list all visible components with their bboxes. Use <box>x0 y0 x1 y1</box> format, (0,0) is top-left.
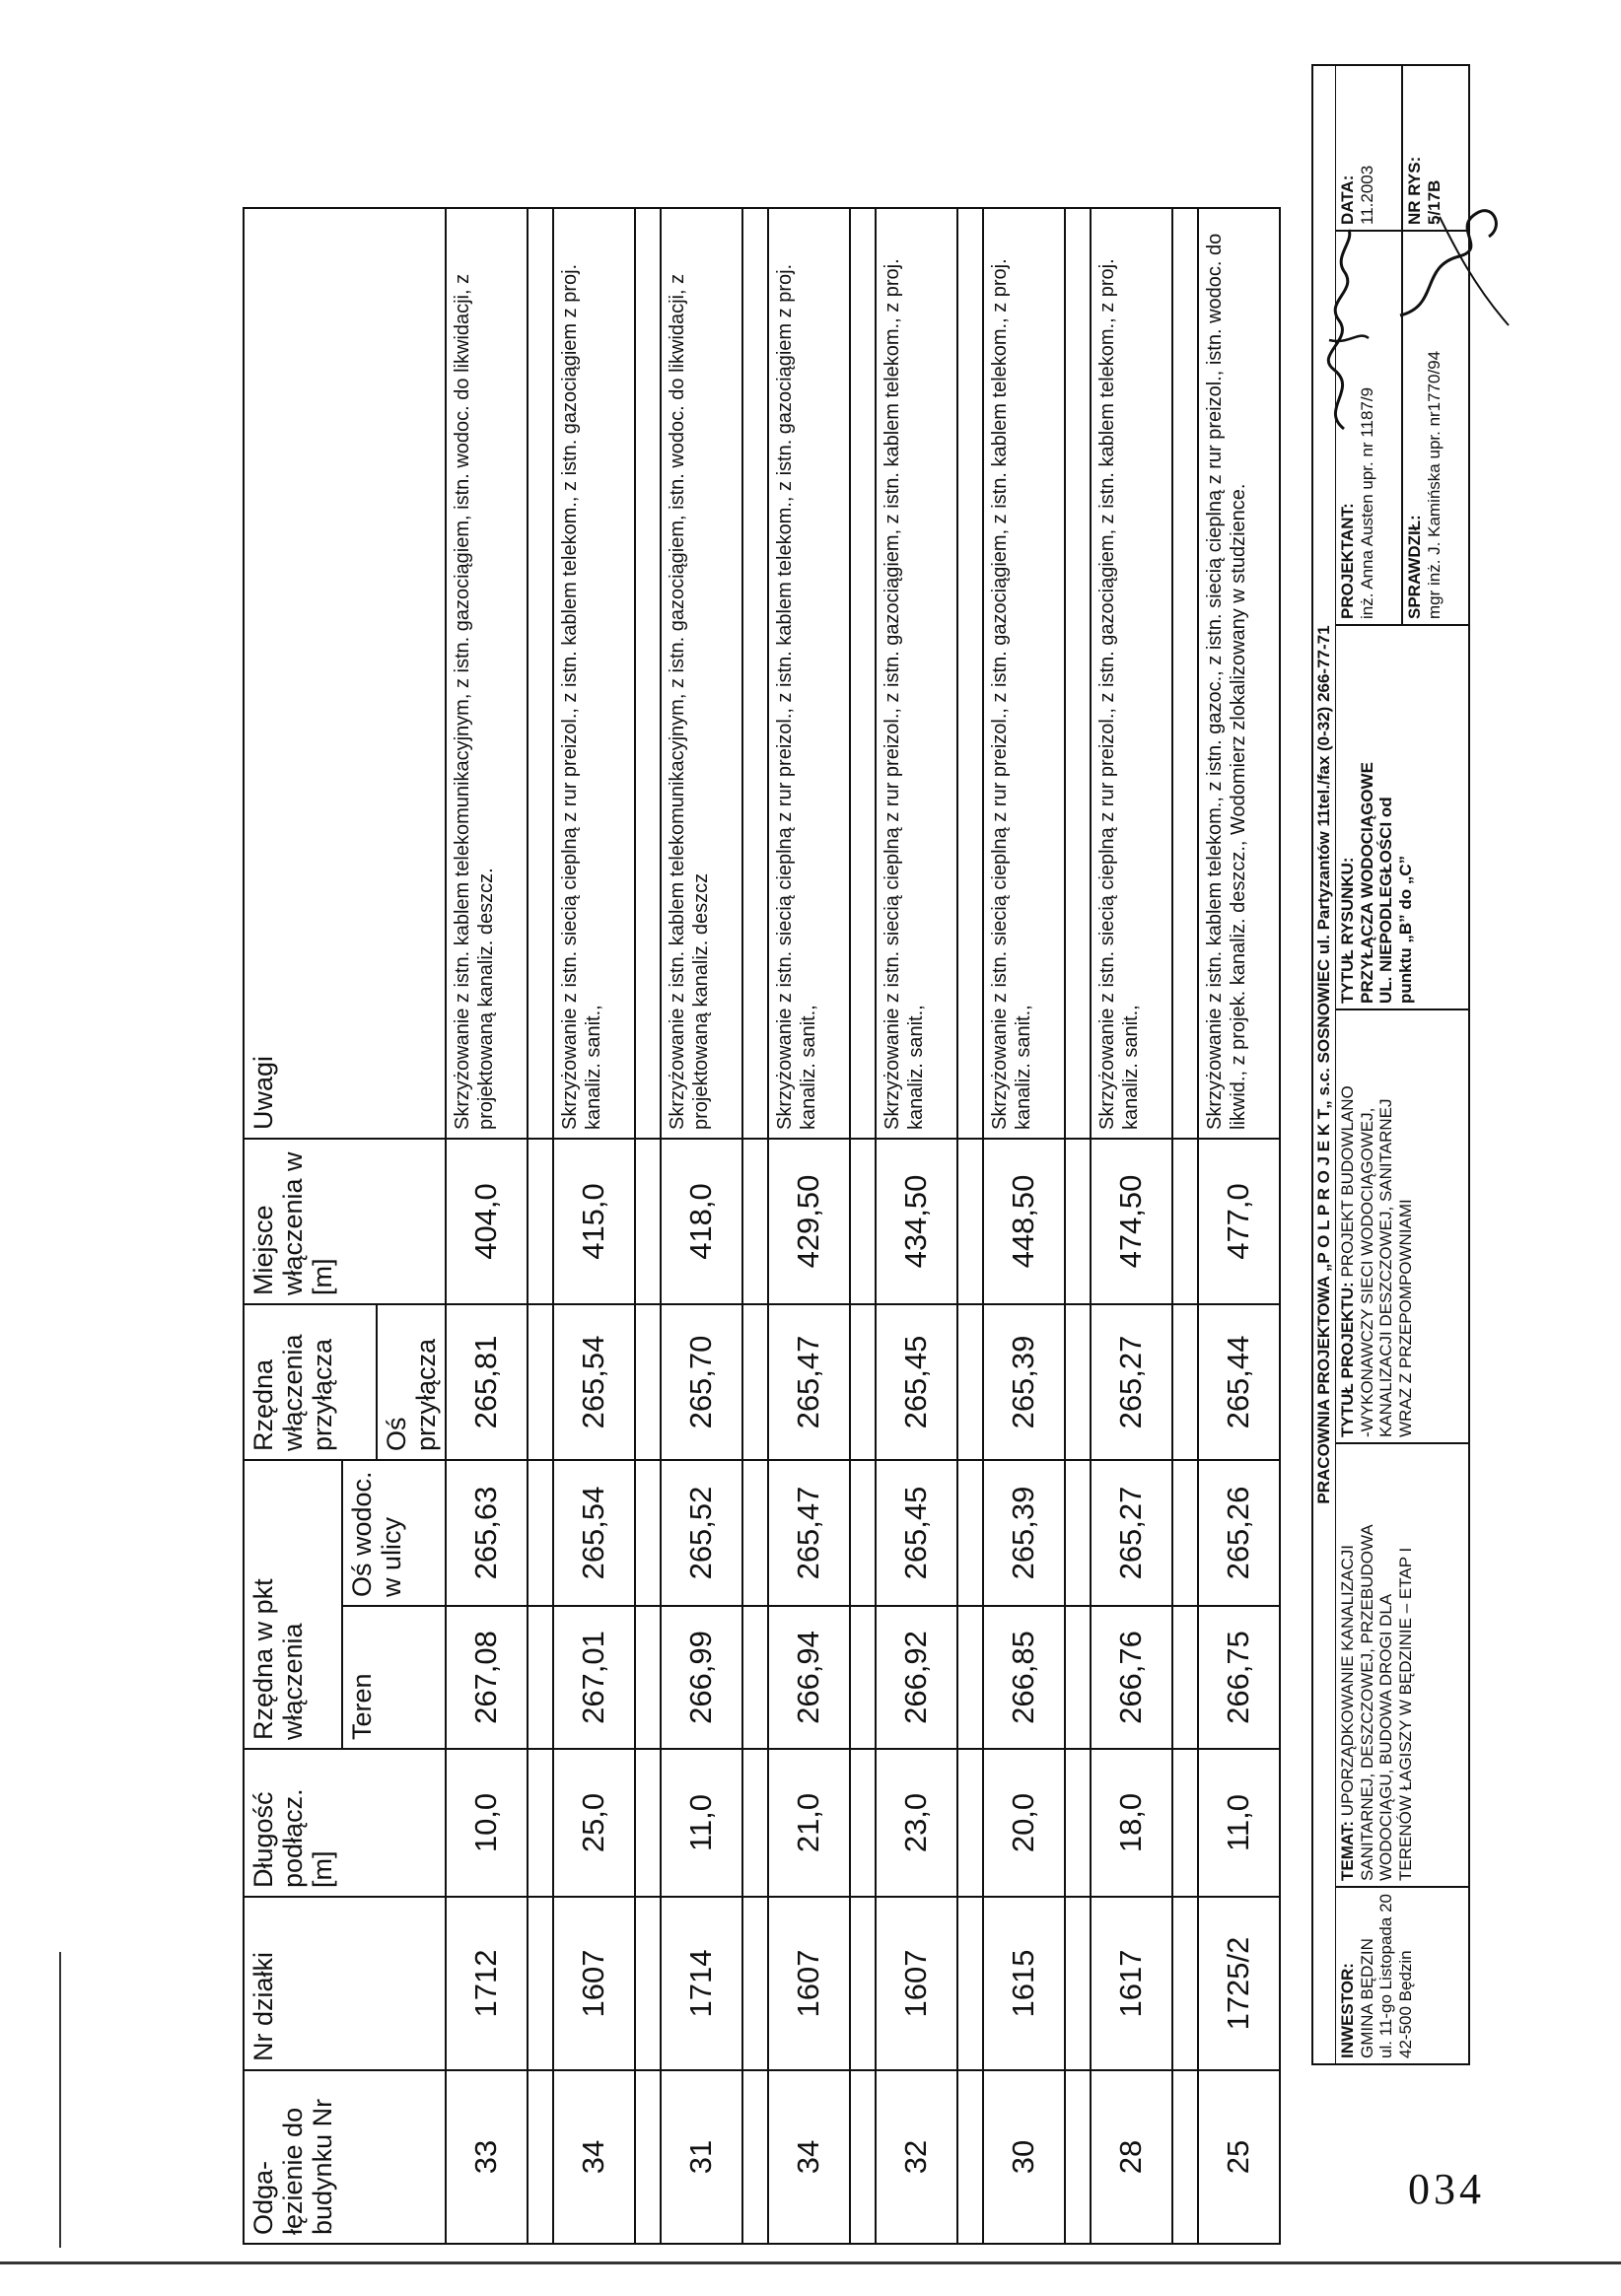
cell-terrain: 266,94 <box>768 1606 850 1749</box>
cell-location: 474,50 <box>1091 1139 1172 1304</box>
project-line: PROJEKT BUDOWLANO <box>1338 1085 1357 1278</box>
cell-branch: 25 <box>1198 2070 1280 2244</box>
cell-pipe-axis: 265,39 <box>983 1460 1065 1606</box>
table-row <box>553 208 635 2244</box>
cell-remarks: Skrzyżowanie z istn. siecią cieplną z rur preizol., z istn. gazociągiem, z istn. kablem telekom., z proj. kanaliz. sanit., <box>1091 208 1172 1139</box>
cell-terrain: 266,76 <box>1091 1606 1172 1749</box>
cell-location: 415,0 <box>553 1139 635 1304</box>
connections-table <box>243 207 1281 2245</box>
cell-remarks: Skrzyżowanie z istn. kablem telekomunikacyjnym, z istn. gazociągiem, istn. wodoc. do likwidacji, z projektowaną kanaliz. deszcz. <box>446 208 528 1139</box>
table-row <box>446 208 528 2244</box>
project-line: -WYKONAWCZY SIECI WODOCIĄGOWEJ, <box>1357 1107 1376 1437</box>
table-row <box>661 208 742 2244</box>
cell-plot: 1725/2 <box>1198 1897 1280 2070</box>
topic-cell <box>1336 1442 1468 1886</box>
cell-remarks: Skrzyżowanie z istn. kablem telekom., z istn. gazoc., z istn. siecią cieplną z rur preizol., istn. wodoc. do likwid., z projek. kanaliz. deszcz., Wodomierz zlokalizowany w studzience. <box>1198 208 1280 1139</box>
cell-conn-axis: 265,81 <box>446 1304 528 1460</box>
cell-pipe-axis: 265,27 <box>1091 1460 1172 1606</box>
cell-conn-axis: 265,44 <box>1198 1304 1280 1460</box>
cell-conn-axis: 265,27 <box>1091 1304 1172 1460</box>
header-elev-group: Rzędna w pkt włączenia <box>244 1460 342 1749</box>
cell-terrain: 267,01 <box>553 1606 635 1749</box>
drawing-line: UL. NIEPODLEGŁOŚCI od <box>1376 797 1396 1004</box>
cell-plot: 1615 <box>983 1897 1065 2070</box>
cell-plot: 1607 <box>768 1897 850 2070</box>
table-spacer-row <box>957 208 983 2244</box>
drawing-cell <box>1336 624 1468 1009</box>
header-branch: Odga-łęzienie do budynku Nr <box>244 2070 446 2244</box>
topic-line: UPORZĄDKOWANIE KANALIZACJI <box>1338 1545 1357 1817</box>
cell-terrain: 266,85 <box>983 1606 1065 1749</box>
cell-length: 11,0 <box>1198 1749 1280 1897</box>
cell-plot: 1617 <box>1091 1897 1172 2070</box>
cell-remarks: Skrzyżowanie z istn. siecią cieplną z rur preizol., z istn. gazociągiem, z istn. kablem telekom., z proj. kanaliz. sanit., <box>876 208 957 1139</box>
cell-location: 429,50 <box>768 1139 850 1304</box>
table-spacer-row <box>742 208 768 2244</box>
cell-conn-axis: 265,47 <box>768 1304 850 1460</box>
signature-icon <box>1300 222 1388 439</box>
investor-line: 42-500 Będzin <box>1395 1950 1415 2058</box>
signature-icon <box>1380 197 1518 335</box>
cell-plot: 1607 <box>876 1897 957 2070</box>
table-row <box>768 208 850 2244</box>
header-location: Miejsce włączenia w [m] <box>244 1139 446 1304</box>
checker-label: SPRAWDZIŁ: <box>1405 515 1424 619</box>
header-length: Długość podłącz. [m] <box>244 1749 446 1897</box>
cell-branch: 30 <box>983 2070 1065 2244</box>
cell-branch: 34 <box>768 2070 850 2244</box>
cell-pipe-axis: 265,63 <box>446 1460 528 1606</box>
cell-branch: 31 <box>661 2070 742 2244</box>
page-stamp: 034 <box>1408 2165 1485 2213</box>
cell-conn-axis: 265,70 <box>661 1304 742 1460</box>
scan-edge-line <box>59 1952 61 2248</box>
cell-location: 404,0 <box>446 1139 528 1304</box>
connections-table-wrapper <box>243 209 1256 2245</box>
topic-line: TERENÓW ŁAGISZY W BĘDZINIE – ETAP I <box>1395 1547 1415 1881</box>
table-row <box>983 208 1065 2244</box>
date-value: 11.2003 <box>1357 165 1376 225</box>
drawing-line: punktu „B” do „C” <box>1395 855 1415 1004</box>
cell-location: 434,50 <box>876 1139 957 1304</box>
cell-length: 21,0 <box>768 1749 850 1897</box>
table-row <box>876 208 957 2244</box>
cell-pipe-axis: 265,26 <box>1198 1460 1280 1606</box>
project-cell <box>1336 1009 1468 1442</box>
date-label: DATA: <box>1338 174 1357 225</box>
cell-length: 25,0 <box>553 1749 635 1897</box>
investor-label: INWESTOR: <box>1338 1963 1357 2058</box>
title-block-header: PRACOWNIA PROJEKTOWA „P O L P R O J E K T„ s.c. SOSNOWIEC ul. Partyzantów 11tel./fax (0-32) 266-77-71 <box>1311 64 1336 2065</box>
cell-plot: 1714 <box>661 1897 742 2070</box>
project-line: KANALIZACJI DESZCZOWEJ, SANITARNEJ <box>1376 1098 1396 1437</box>
cell-length: 18,0 <box>1091 1749 1172 1897</box>
table-spacer-row <box>1065 208 1091 2244</box>
topic-label: TEMAT: <box>1338 1820 1357 1881</box>
drawing-number-label: NR RYS: <box>1405 156 1424 225</box>
topic-line: WODOCIĄGU, BUDOWA DROGI DLA <box>1376 1593 1396 1881</box>
header-conn-elev: Rzędna włączenia przyłącza <box>244 1304 342 1460</box>
table-row <box>1091 208 1172 2244</box>
cell-terrain: 266,92 <box>876 1606 957 1749</box>
cell-length: 10,0 <box>446 1749 528 1897</box>
table-spacer-row <box>635 208 661 2244</box>
table-spacer-row <box>850 208 876 2244</box>
cell-length: 20,0 <box>983 1749 1065 1897</box>
cell-pipe-axis: 265,45 <box>876 1460 957 1606</box>
cell-remarks: Skrzyżowanie z istn. siecią cieplną z rur preizol., z istn. gazociągiem, z istn. kablem telekom., z proj. kanaliz. sanit., <box>983 208 1065 1139</box>
cell-location: 477,0 <box>1198 1139 1280 1304</box>
cell-conn-axis: 265,39 <box>983 1304 1065 1460</box>
cell-plot: 1607 <box>553 1897 635 2070</box>
header-terrain: Teren <box>342 1606 446 1749</box>
project-line: WRAZ Z PRZEPOMPOWNIAMI <box>1395 1199 1415 1437</box>
header-plot: Nr działki <box>244 1897 446 2070</box>
table-body <box>446 208 1280 2244</box>
cell-pipe-axis: 265,47 <box>768 1460 850 1606</box>
drawing-line: PRZYŁĄCZA WODOCIĄGOWE <box>1357 762 1376 1004</box>
drawing-label: TYTUŁ RYSUNKU: <box>1338 857 1357 1004</box>
cell-terrain: 266,75 <box>1198 1606 1280 1749</box>
designer-label: PROJEKTANT: <box>1338 503 1357 619</box>
investor-cell <box>1336 1886 1468 2063</box>
cell-terrain: 266,99 <box>661 1606 742 1749</box>
cell-branch: 28 <box>1091 2070 1172 2244</box>
designer-text: inż. Anna Austen upr. nr 1187/9 <box>1357 386 1376 619</box>
header-pipe-axis: Oś wodoc. w ulicy <box>342 1460 446 1606</box>
cell-pipe-axis: 265,52 <box>661 1460 742 1606</box>
investor-line: GMINA BĘDZIN <box>1357 1938 1376 2058</box>
cell-conn-axis: 265,45 <box>876 1304 957 1460</box>
cell-branch: 32 <box>876 2070 957 2244</box>
table-row <box>1198 208 1280 2244</box>
checker-text: mgr inż. J. Kamińska upr. nr1770/94 <box>1424 350 1444 619</box>
cell-branch: 33 <box>446 2070 528 2244</box>
cell-remarks: Skrzyżowanie z istn. siecią cieplną z rur preizol., z istn. kablem telekom., z istn. gazociągiem z proj. kanaliz. sanit., <box>768 208 850 1139</box>
cell-conn-axis: 265,54 <box>553 1304 635 1460</box>
cell-branch: 34 <box>553 2070 635 2244</box>
table-spacer-row <box>528 208 553 2244</box>
cell-plot: 1712 <box>446 1897 528 2070</box>
scan-edge-line <box>0 2261 1621 2264</box>
header-conn-axis: Oś przyłącza <box>377 1304 446 1460</box>
cell-length: 11,0 <box>661 1749 742 1897</box>
cell-location: 418,0 <box>661 1139 742 1304</box>
cell-terrain: 267,08 <box>446 1606 528 1749</box>
cell-pipe-axis: 265,54 <box>553 1460 635 1606</box>
header-remarks: Uwagi <box>244 208 446 1139</box>
project-label: TYTUŁ PROJEKTU: <box>1338 1282 1357 1437</box>
drawing-number-value: 5/17B <box>1424 179 1444 225</box>
cell-length: 23,0 <box>876 1749 957 1897</box>
topic-line: SANITARNEJ, DESZCZOWEJ, PRZEBUDOWA <box>1357 1524 1376 1881</box>
table-spacer-row <box>1172 208 1198 2244</box>
investor-line: ul. 11-go Listopada 20 <box>1376 1894 1396 2058</box>
cell-remarks: Skrzyżowanie z istn. siecią cieplną z rur preizol., z istn. kablem telekom., z istn. gazociągiem z proj. kanaliz. sanit., <box>553 208 635 1139</box>
cell-location: 448,50 <box>983 1139 1065 1304</box>
cell-remarks: Skrzyżowanie z istn. kablem telekomunikacyjnym, z istn. gazociągiem, istn. wodoc. do likwidacji, z projektowaną kanaliz. deszcz <box>661 208 742 1139</box>
